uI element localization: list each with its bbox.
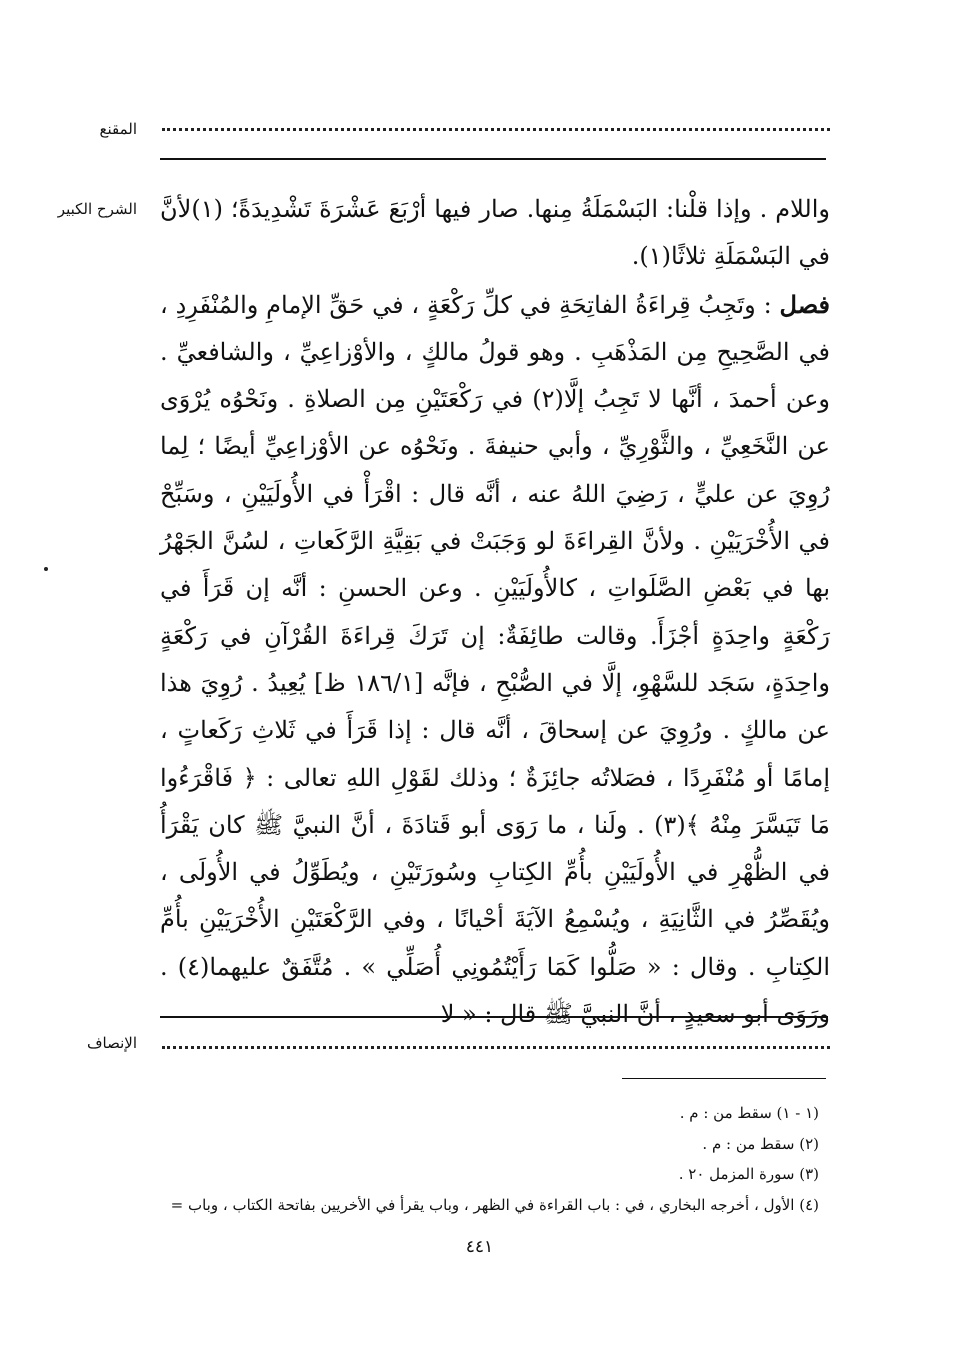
intro-paragraph: واللام . وإذا قلْنا: البَسْمَلَةُ مِنها. صار فيها أرْبَعَ عَشْرَةَ تَشْدِيدَةً؛ (١)لأنَّ في البَسْمَلَةِ ثلاثًا(١).: [160, 195, 830, 271]
footnote: (٣) سورة المزمل ٢٠ .: [678, 1165, 819, 1183]
footnote: (٤) الأول ، أخرجه البخاري ، في : باب القراءة في الظهر ، وباب يقرأ في الأخريين بفاتحة الكتاب ، وباب =: [170, 1195, 819, 1214]
main-text: [160, 186, 830, 1038]
footnote: (٢) سقط من : م .: [702, 1134, 819, 1153]
header-rule: [160, 158, 826, 160]
footer-label: الإنصاف: [86, 1034, 137, 1052]
section-body: : وتَجِبُ قِراءَةُ الفاتِحَةِ في كلِّ رَكْعَةٍ ، في حَقِّ الإمامِ والمُنْفَرِدِ ، في الصَّحِيحِ مِن المَذْهَبِ . وهو قولُ مالكٍ ، والأوْزاعِيِّ ، والشافعيِّ . وعن أحمدَ ، أنَّها لا تَجِبُ إلَّا(٢) في رَكْعَتَيْنِ مِن الصلاةِ . ونَحْوُه يُرْوَى عن النَّخَعِيِّ ، والثَّوْرِيِّ ، وأبي حنيفةَ . ونَحْوُه عن الأوْزاعِيِّ أيضًا ؛ لِما رُوِيَ عن عليٍّ ، رَضِيَ اللهُ عنه ، أنَّه قال : اقْرَأْ في الأُولَيَيْنِ ، وسَبِّحْ في الأُخْرَيَيْنِ . ولأنَّ القِراءَةَ لو وَجَبَتْ في بَقِيَّةِ الرَّكَعاتِ ، لسُنَّ الجَهْرُ بها في بَعْضِ الصَّلَواتِ ، كالأُولَيَيْنِ . وعن الحسنِ : أنَّه إن قَرَأَ في رَكْعَةٍ واحِدَةٍ أجْزَأَ. وقالت طائِفَةٌ: إن تَرَكَ قِراءَةَ القُرْآنِ في رَكْعَةٍ واحِدَةٍ، سَجَد للسَّهْوِ، إلَّا في الصُّبْحِ ، فإنَّه [١٨٦/١ ظ] يُعِيدُ . رُوِيَ هذا عن مالكٍ . ورُوِيَ عن إسحاقَ ، أنَّه قال : إذا قَرَأَ في ثَلاثِ رَكَعاتٍ ، إمامًا أو مُنْفَرِدًا ، فصَلاتُه جائِزَةٌ ؛ وذلك لقَوْلِ اللهِ تعالى : ﴿ فَاقْرَءُوا مَا تَيَسَّرَ مِنْهُ ﴾(٣) . ولَنا ، ما رَوَى أبو قَتادَةَ ، أنَّ النبيَّ ﷺ كان يَقْرَأُ في الظُّهْرِ في الأُولَيَيْنِ بأُمِّ الكِتابِ وسُورَتَيْنِ ، ويُطَوِّلُ في الأُولَى ، ويُقَصِّرُ في الثَّانِيَةِ ، ويُسْمِعُ الآيَةَ أحْيانًا ، وفي الرَّكْعَتَيْنِ الأُخْرَيَيْنِ بأُمِّ الكِتابِ . وقال : « صَلُّوا كَمَا رَأَيْتُمُونِي أُصَلِّي » . مُتَّفَقٌ عليهما(٤) . ورَوَى أبو سعيدٍ ، أنَّ النبيَّ ﷺ قال : « لا: [160, 290, 830, 1029]
footer-rule: [160, 1016, 828, 1018]
commentary-label: الشرح الكبير: [57, 200, 137, 218]
header-dotted-line: [162, 128, 830, 131]
header-label: المقنع: [99, 120, 137, 138]
footnotes: [139, 1098, 819, 1220]
footnote-separator: [622, 1078, 826, 1079]
page-number: ٤٤١: [465, 1237, 494, 1257]
margin-mark: [44, 567, 48, 571]
footer-dotted-line: [162, 1046, 830, 1049]
section-paragraph: [160, 281, 830, 1039]
footnote: (١ - ١) سقط من : م .: [679, 1104, 819, 1122]
section-heading: فصل: [779, 289, 830, 319]
